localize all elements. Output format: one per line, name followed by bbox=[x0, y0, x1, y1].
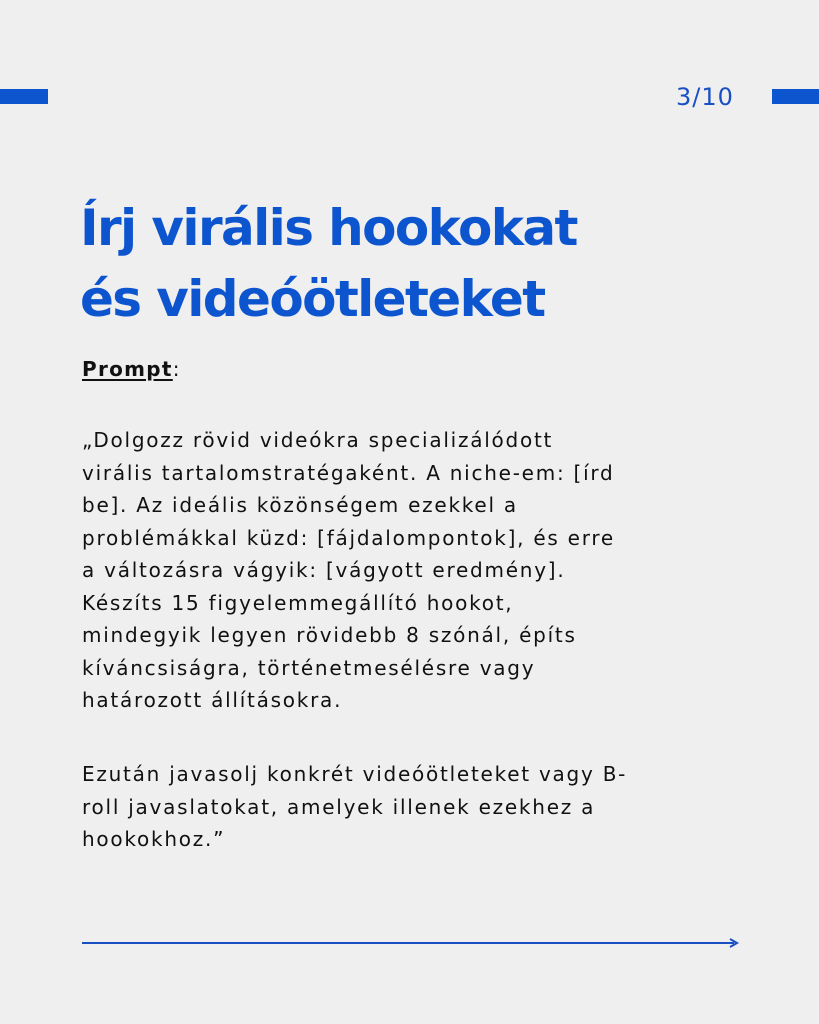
arrow-right-icon bbox=[82, 935, 742, 951]
left-accent-bar bbox=[0, 89, 48, 104]
paragraph-line: a változásra vágyik: [vágyott eredmény]. bbox=[82, 558, 566, 582]
paragraph-line: kíváncsiságra, történetmesélésre vagy bbox=[82, 655, 536, 680]
page-title bbox=[80, 193, 780, 335]
paragraph-line: virális tartalomstratégaként. A niche-em: [írd bbox=[82, 460, 615, 485]
paragraph-line: mindegyik legyen rövidebb 8 szónál, építs bbox=[82, 623, 577, 647]
page-counter: 3/10 bbox=[676, 83, 734, 111]
paragraph-line: hookokhoz.” bbox=[82, 827, 226, 851]
title-line-1: Írj virális hookokat bbox=[80, 199, 577, 257]
paragraph-line: problémákkal küzd: [fájdalompontok], és erre bbox=[82, 525, 615, 550]
paragraph-line: roll javaslatokat, amelyek illenek ezekhez a bbox=[82, 794, 596, 819]
paragraph-line: „Dolgozz rövid videókra specializálódott bbox=[82, 428, 554, 452]
prompt-label bbox=[82, 355, 181, 383]
paragraph-line: Készíts 15 figyelemmegállító hookot, bbox=[82, 590, 514, 615]
paragraph-line: Ezután javasolj konkrét videóötleteket vagy B- bbox=[82, 762, 628, 786]
paragraph-line: határozott állításokra. bbox=[82, 688, 343, 712]
right-accent-bar bbox=[772, 89, 819, 104]
title-line-2: és videóötleteket bbox=[80, 270, 545, 328]
prompt-paragraph-2 bbox=[82, 758, 742, 856]
prompt-label-colon: : bbox=[172, 357, 181, 381]
prompt-paragraph-1 bbox=[82, 424, 742, 717]
prompt-label-text: Prompt bbox=[82, 357, 173, 381]
paragraph-line: be]. Az ideális közönségem ezekkel a bbox=[82, 493, 518, 517]
